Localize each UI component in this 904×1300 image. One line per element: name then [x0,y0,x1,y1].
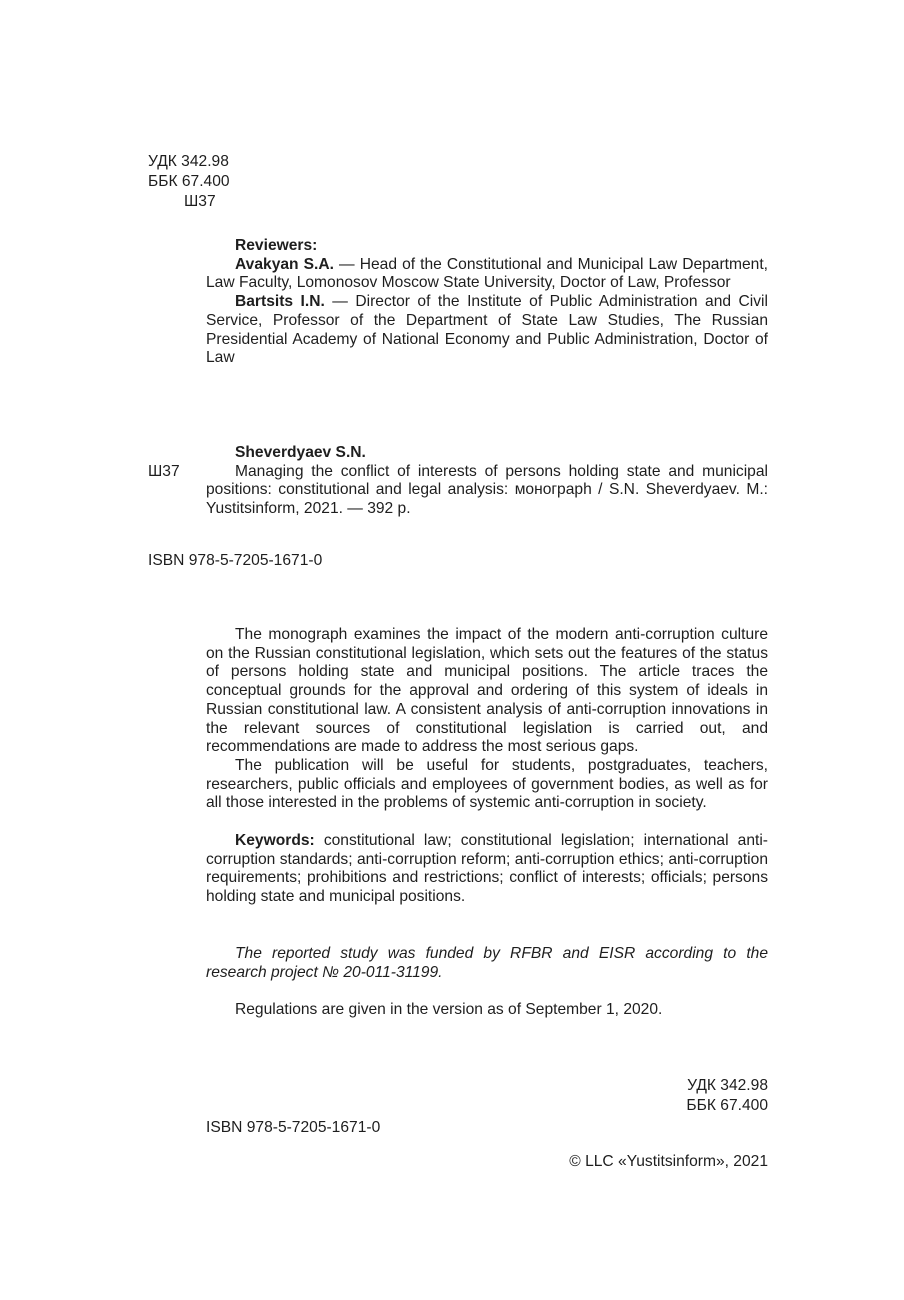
reviewers-heading: Reviewers: [235,237,318,254]
keywords-block [206,832,768,907]
bib-mark: Ш37 [148,462,180,480]
reviewer-description: — Head of the Constitutional and Municipal Law Department, Law Faculty, Lomonosov Moscow State University, Doctor of Law, Professor [206,255,769,292]
funding-note [206,945,768,982]
bib-description: Managing the conflict of interests of persons holding state and municipal positions: constitutional and legal analysis: монограph / S.N. Sheverdyaev. M.: Yustitsinform, 2021. — 392 p. [206,462,768,518]
reviewers-block [206,237,768,368]
udk-code-bottom: УДК 342.98 [687,1077,768,1094]
funding-text: The reported study was funded by RFBR and EISR according to the research project № 20-011-31199. [206,945,768,981]
isbn-bottom: ISBN 978-5-7205-1671-0 [206,1119,381,1136]
keywords-text: constitutional law; constitutional legislation; international anti-corruption standards; anti-corruption reform; anti-corruption ethics; anti-corruption requirements; prohibitions and restrictions; conflict of interests; officials; persons holding state and municipal positions. [206,832,768,906]
bibliographic-entry [148,444,768,519]
bbk-code-bottom: ББК 67.400 [686,1097,768,1114]
reviewer-item [206,293,768,368]
reviewer-name: Avakyan S.A. [235,255,334,273]
regulations-text: Regulations are given in the version as of September 1, 2020. [235,1001,663,1018]
abstract-block [206,626,768,813]
udk-code: УДК 342.98 [148,153,229,170]
author-mark: Ш37 [184,193,216,210]
bottom-classification [600,1076,768,1116]
reviewer-description: — Director of the Institute of Public Administration and Civil Service, Professor of the Department of State Law Studies, The Russian Presidential Academy of National Economy and Public Administration, Doctor of Law [206,293,768,367]
isbn-top: ISBN 978-5-7205-1671-0 [148,552,323,569]
bbk-code: ББК 67.400 [148,173,230,190]
abstract-paragraph: The publication will be useful for students, postgraduates, teachers, researchers, public officials and employees of government bodies, as well as for all those interested in the problems of systemic anti-corruption in society. [206,756,768,812]
regulations-note [206,1001,768,1020]
copyright-notice: © LLC «Yustitsinform», 2021 [569,1153,768,1170]
reviewer-name: Bartsits I.N. [235,293,325,311]
bib-author: Sheverdyaev S.N. [235,444,366,461]
reviewer-item [206,256,768,293]
keywords-label: Keywords: [235,832,315,849]
abstract-paragraph: The monograph examines the impact of the modern anti-corruption culture on the Russian constitutional legislation, which sets out the features of the status of persons holding state and municipal positions. The article traces the conceptual grounds for the approval and ordering of this system of ideals in Russian constitutional law. A consistent analysis of anti-corruption innovations in the relevant sources of constitutional legislation is carried out, and recommendations are made to address the most serious gaps. [206,626,768,756]
classification-block [148,152,230,212]
